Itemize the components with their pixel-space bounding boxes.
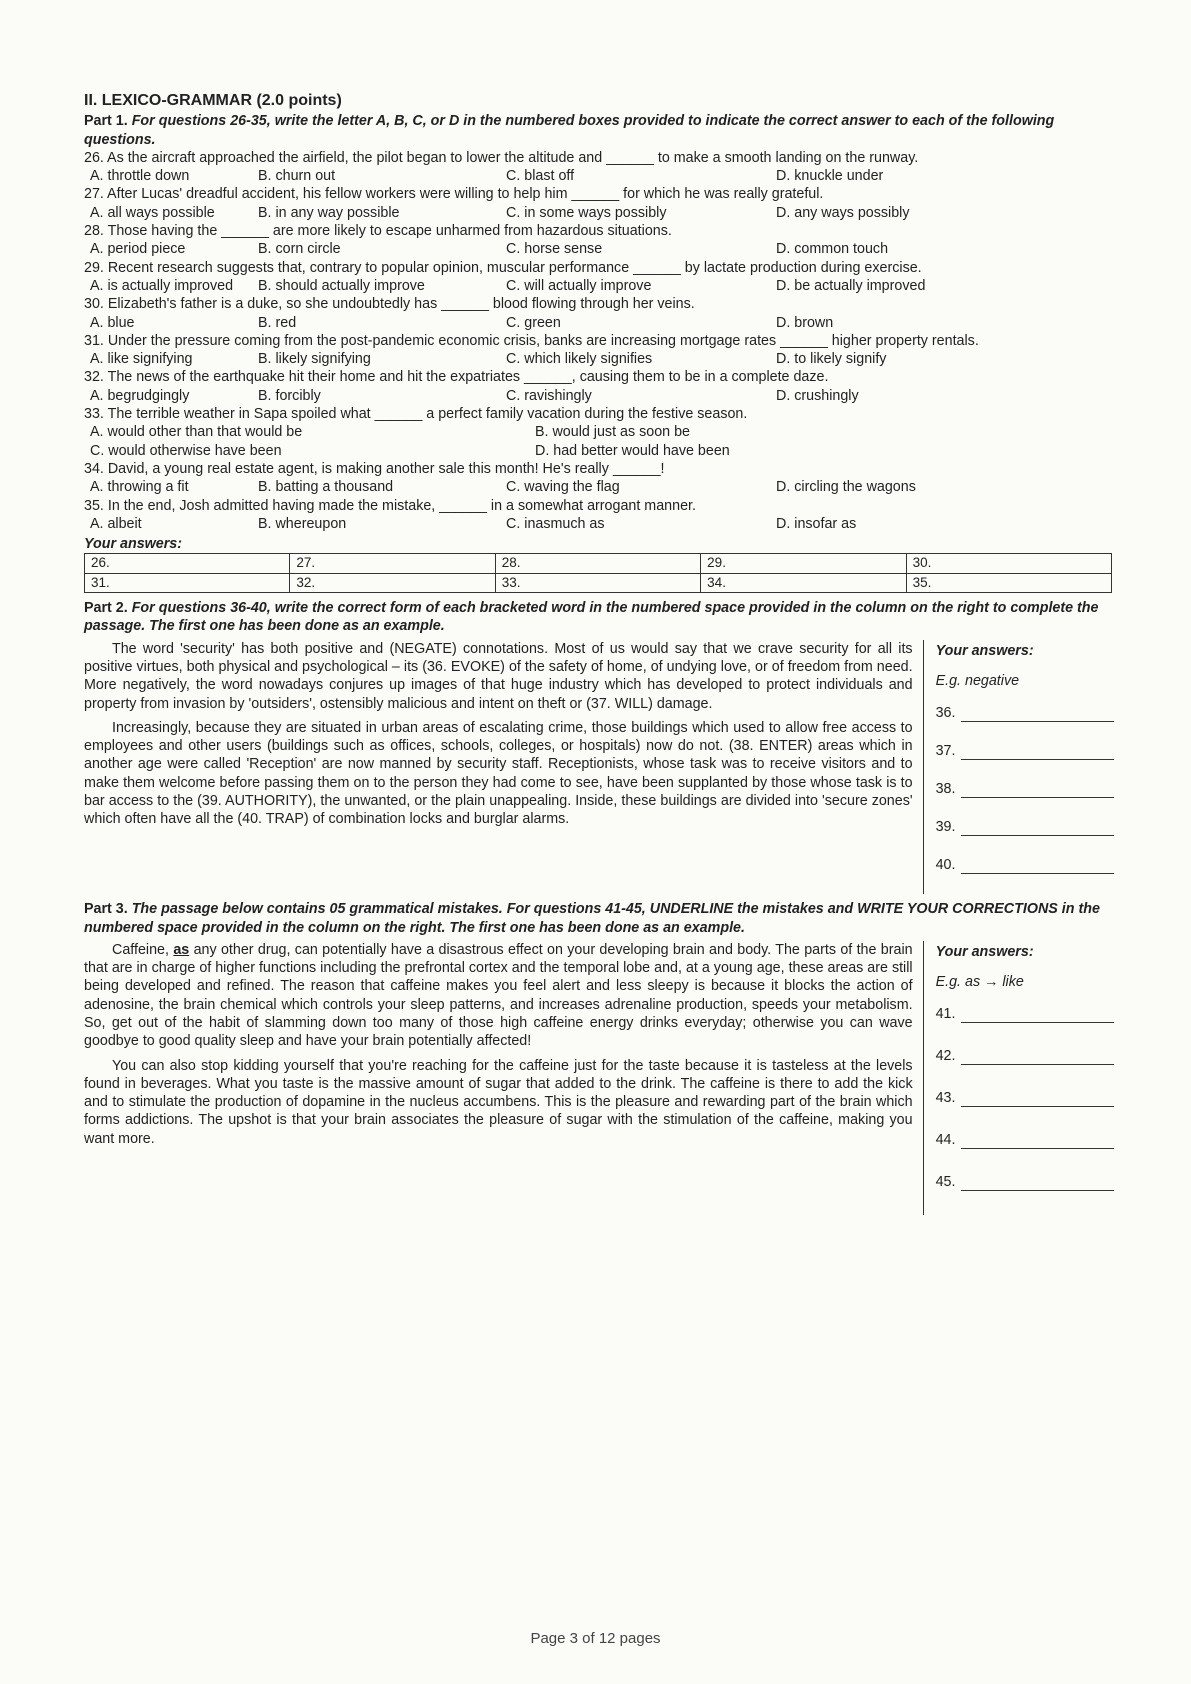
part2-passage: [84, 640, 924, 895]
table-row: [85, 554, 1112, 573]
answer-box[interactable]: 35.: [906, 573, 1111, 592]
answer-line-42[interactable]: [936, 1047, 1114, 1065]
passage-text: Caffeine,: [112, 941, 169, 958]
answer-line-40[interactable]: [936, 856, 1114, 874]
passage-text: any other drug, can potentially have a disastrous effect on your developing brain and body. The parts of the brain that are in charge of higher functions including the prefrontal cortex and the temporal lobe and, at a young age, these areas are still being developed and refined. The reason that caffeine makes you feel alert and less sleepy is because it blocks the action of adenosine, the brain chemical which controls your sleep patterns, and increases adrenaline production, speeds your metabolism. So, get out of the habit of slamming down too many of those high caffeine energy drinks everyday; otherwise you can wave goodbye to good quality sleep and have your brain potentially affected!: [84, 941, 913, 1050]
blank-number: 40.: [935, 856, 956, 873]
question-stem: 29. Recent research suggests that, contrary to popular opinion, muscular performance ______ by lactate production during exercise.: [84, 259, 922, 276]
options-grid: [84, 423, 1114, 460]
option-d: D. common touch: [776, 241, 889, 258]
answer-box[interactable]: 27.: [290, 554, 495, 573]
option-c: C. would otherwise have been: [90, 442, 282, 459]
answer-box[interactable]: 26.: [85, 554, 290, 573]
option-d: D. circling the wagons: [776, 479, 916, 496]
option-a: A. throttle down: [90, 168, 190, 185]
option-a: A. albeit: [90, 515, 142, 532]
options-row: [84, 387, 1114, 405]
part3-passage: [84, 941, 924, 1216]
answer-line-44[interactable]: [936, 1131, 1114, 1149]
option-c: C. which likely signifies: [506, 351, 653, 368]
part1-label: Part 1.: [84, 113, 128, 130]
options-row: [84, 277, 1114, 295]
options-row: [84, 240, 1114, 258]
passage-paragraph: [84, 941, 913, 1051]
question-stem: 34. David, a young real estate agent, is making another sale this month! He's really ______!: [84, 460, 665, 477]
option-a: A. blue: [90, 314, 135, 331]
part3-answer-column: [924, 941, 1114, 1216]
part2-heading: [84, 599, 1114, 636]
options-row: [84, 350, 1114, 368]
passage-paragraph: You can also stop kidding yourself that you're reaching for the caffeine just for the taste because it is tasteless at the levels found in beverages. What you taste is the massive amount of sugar that added to the drink. The caffeine is there to add the kick and to stimulate the production of dopamine in the nucleus accumbens. This is the pleasure and rewarding part of the brain which forms addictions. The upshot is that your brain associates the pleasure of sugar with the stimulation of the caffeine, making you want more.: [84, 1057, 913, 1147]
answers-heading: Your answers:: [935, 642, 1034, 659]
option-d: D. any ways possibly: [776, 204, 910, 221]
part2-answer-column: [924, 640, 1114, 895]
option-d: D. had better would have been: [535, 442, 730, 459]
option-c: C. ravishingly: [506, 387, 592, 404]
blank-line[interactable]: [961, 1134, 1114, 1149]
option-d: D. be actually improved: [776, 277, 926, 294]
question-32: [84, 368, 1114, 405]
question-28: [84, 222, 1114, 259]
blank-number: 36.: [935, 704, 956, 721]
blank-number: 42.: [935, 1048, 956, 1065]
passage-paragraph: The word 'security' has both positive and (NEGATE) connotations. Most of us would say that we crave security for all its positive virtues, both physical and psychological – its (36. EVOKE) of the safety of home, of undying love, or of freedom from need. More negatively, the word nowadays conjures up images of that huge industry which has developed to protect individuals and property from invasion by 'outsiders', ostensibly malicious and intent on theft or (37. WILL) damage.: [84, 640, 913, 712]
question-stem: 30. Elizabeth's father is a duke, so she undoubtedly has ______ blood flowing through her veins.: [84, 296, 695, 313]
option-a: A. all ways possible: [90, 204, 215, 221]
part3-instruction: The passage below contains 05 grammatical mistakes. For questions 41-45, UNDERLINE the mistakes and WRITE YOUR CORRECTIONS in the numbered space provided in the column on the right. The first one has been done as an example.: [84, 901, 1100, 936]
part3-heading: [84, 900, 1114, 937]
option-a: A. would other than that would be: [90, 424, 303, 441]
option-b: B. whereupon: [258, 515, 347, 532]
option-b: B. batting a thousand: [258, 479, 394, 496]
option-c: C. blast off: [506, 168, 575, 185]
answer-box[interactable]: 34.: [701, 573, 906, 592]
answers-heading: Your answers:: [935, 943, 1034, 960]
option-c: C. waving the flag: [506, 479, 620, 496]
option-d: D. brown: [776, 314, 834, 331]
page-footer: Page 3 of 12 pages: [530, 1630, 661, 1647]
option-c: C. horse sense: [506, 241, 603, 258]
question-30: [84, 295, 1114, 332]
option-b: B. corn circle: [258, 241, 341, 258]
question-stem: 32. The news of the earthquake hit their home and hit the expatriates ______, causing them to be in a complete daze.: [84, 369, 829, 386]
underlined-mistake: as: [173, 941, 190, 958]
table-row: [85, 573, 1112, 592]
option-b: B. forcibly: [258, 387, 321, 404]
blank-line[interactable]: [961, 707, 1114, 722]
blank-line[interactable]: [961, 1176, 1114, 1191]
example-answer: E.g. negative: [935, 672, 1020, 689]
answer-line-37[interactable]: [936, 742, 1114, 760]
blank-number: 44.: [935, 1132, 956, 1149]
answer-line-36[interactable]: [936, 704, 1114, 722]
answer-line-38[interactable]: [936, 780, 1114, 798]
blank-line[interactable]: [961, 1008, 1114, 1023]
answer-box[interactable]: 33.: [495, 573, 700, 592]
option-a: A. period piece: [90, 241, 186, 258]
blank-line[interactable]: [961, 1092, 1114, 1107]
question-stem: 31. Under the pressure coming from the post-pandemic economic crisis, banks are increasing mortgage rates ______ higher property rentals.: [84, 332, 979, 349]
options-row: [84, 478, 1114, 496]
options-row: [84, 515, 1114, 533]
part2-body: [84, 640, 1114, 895]
blank-number: 41.: [935, 1006, 956, 1023]
part1-instruction: For questions 26-35, write the letter A, B, C, or D in the numbered boxes provided to indicate the correct answer to each of the following questions.: [84, 113, 1055, 148]
blank-line[interactable]: [961, 859, 1114, 874]
answer-table: [84, 553, 1112, 593]
answer-box[interactable]: 29.: [701, 554, 906, 573]
option-d: D. crushingly: [776, 387, 859, 404]
exam-page: [84, 92, 1114, 1215]
answer-line-39[interactable]: [936, 818, 1114, 836]
question-35: [84, 497, 1114, 534]
answer-box[interactable]: 32.: [290, 573, 495, 592]
question-stem: 33. The terrible weather in Sapa spoiled what ______ a perfect family vacation during the festive season.: [84, 406, 748, 423]
blank-number: 37.: [935, 742, 956, 759]
option-b: B. should actually improve: [258, 277, 425, 294]
answer-box[interactable]: 30.: [906, 554, 1111, 573]
passage-paragraph: Increasingly, because they are situated in urban areas of escalating crime, those buildings which used to allow free access to employees and other users (buildings such as offices, schools, colleges, or hospitals) now do not. (38. ENTER) areas which in another age were called 'Reception' are now manned by security staff. Receptionists, whose task was to receive visitors and to make them welcome before passing them on to the person they had come to see, have been supplanted by those whose task is to bar access to the (39. AUTHORITY), the unwanted, or the plain unappealing. Inside, these buildings are divided into 'secure zones' which often have all the (40. TRAP) of combination locks and burglar alarms.: [84, 719, 913, 828]
blank-number: 45.: [935, 1174, 956, 1191]
option-b: B. would just as soon be: [535, 424, 690, 441]
option-d: D. insofar as: [776, 515, 857, 532]
option-a: A. like signifying: [90, 351, 193, 368]
part3-body: [84, 941, 1114, 1216]
part2-label: Part 2.: [84, 600, 128, 617]
part1-heading: [84, 112, 1114, 149]
question-stem: 26. As the aircraft approached the airfield, the pilot began to lower the altitude and ______ to make a smooth landing on the runway.: [84, 149, 919, 166]
option-c: C. in some ways possibly: [506, 204, 667, 221]
question-29: [84, 259, 1114, 296]
part2-instruction: For questions 36-40, write the correct form of each bracketed word in the numbered space provided in the column on the right to complete the passage. The first one has been done as an example.: [84, 600, 1099, 635]
option-a: A. begrudgingly: [90, 387, 190, 404]
option-b: B. red: [258, 314, 297, 331]
option-b: B. in any way possible: [258, 204, 400, 221]
part1-answers-label: Your answers:: [84, 536, 182, 553]
option-c: C. will actually improve: [506, 277, 652, 294]
options-row: [84, 167, 1114, 185]
question-27: [84, 185, 1114, 222]
option-c: C. inasmuch as: [506, 515, 605, 532]
question-34: [84, 460, 1114, 497]
blank-number: 43.: [935, 1090, 956, 1107]
answer-box[interactable]: 31.: [85, 573, 290, 592]
option-c: C. green: [506, 314, 561, 331]
question-stem: 35. In the end, Josh admitted having made the mistake, ______ in a somewhat arrogant manner.: [84, 497, 696, 514]
blank-line[interactable]: [961, 821, 1114, 836]
blank-number: 38.: [935, 780, 956, 797]
example-answer: E.g. as → like: [935, 974, 1024, 991]
options-row: [84, 204, 1114, 222]
question-stem: 28. Those having the ______ are more likely to escape unharmed from hazardous situations.: [84, 223, 672, 240]
answer-line-45[interactable]: [936, 1173, 1114, 1191]
answer-line-41[interactable]: [936, 1005, 1114, 1023]
question-31: [84, 332, 1114, 369]
section-title: II. LEXICO-GRAMMAR (2.0 points): [84, 92, 342, 109]
blank-line[interactable]: [961, 745, 1114, 760]
blank-number: 39.: [935, 818, 956, 835]
question-33: [84, 405, 1114, 460]
answer-box[interactable]: 28.: [495, 554, 700, 573]
option-b: B. churn out: [258, 168, 336, 185]
question-stem: 27. After Lucas' dreadful accident, his fellow workers were willing to help him ______ for which he was really grateful.: [84, 186, 824, 203]
blank-line[interactable]: [961, 783, 1114, 798]
option-b: B. likely signifying: [258, 351, 371, 368]
part3-label: Part 3.: [84, 901, 128, 918]
question-26: [84, 149, 1114, 186]
option-a: A. throwing a fit: [90, 479, 189, 496]
options-row: [84, 314, 1114, 332]
option-a: A. is actually improved: [90, 277, 234, 294]
option-d: D. knuckle under: [776, 168, 884, 185]
blank-line[interactable]: [961, 1050, 1114, 1065]
answer-line-43[interactable]: [936, 1089, 1114, 1107]
option-d: D. to likely signify: [776, 351, 887, 368]
